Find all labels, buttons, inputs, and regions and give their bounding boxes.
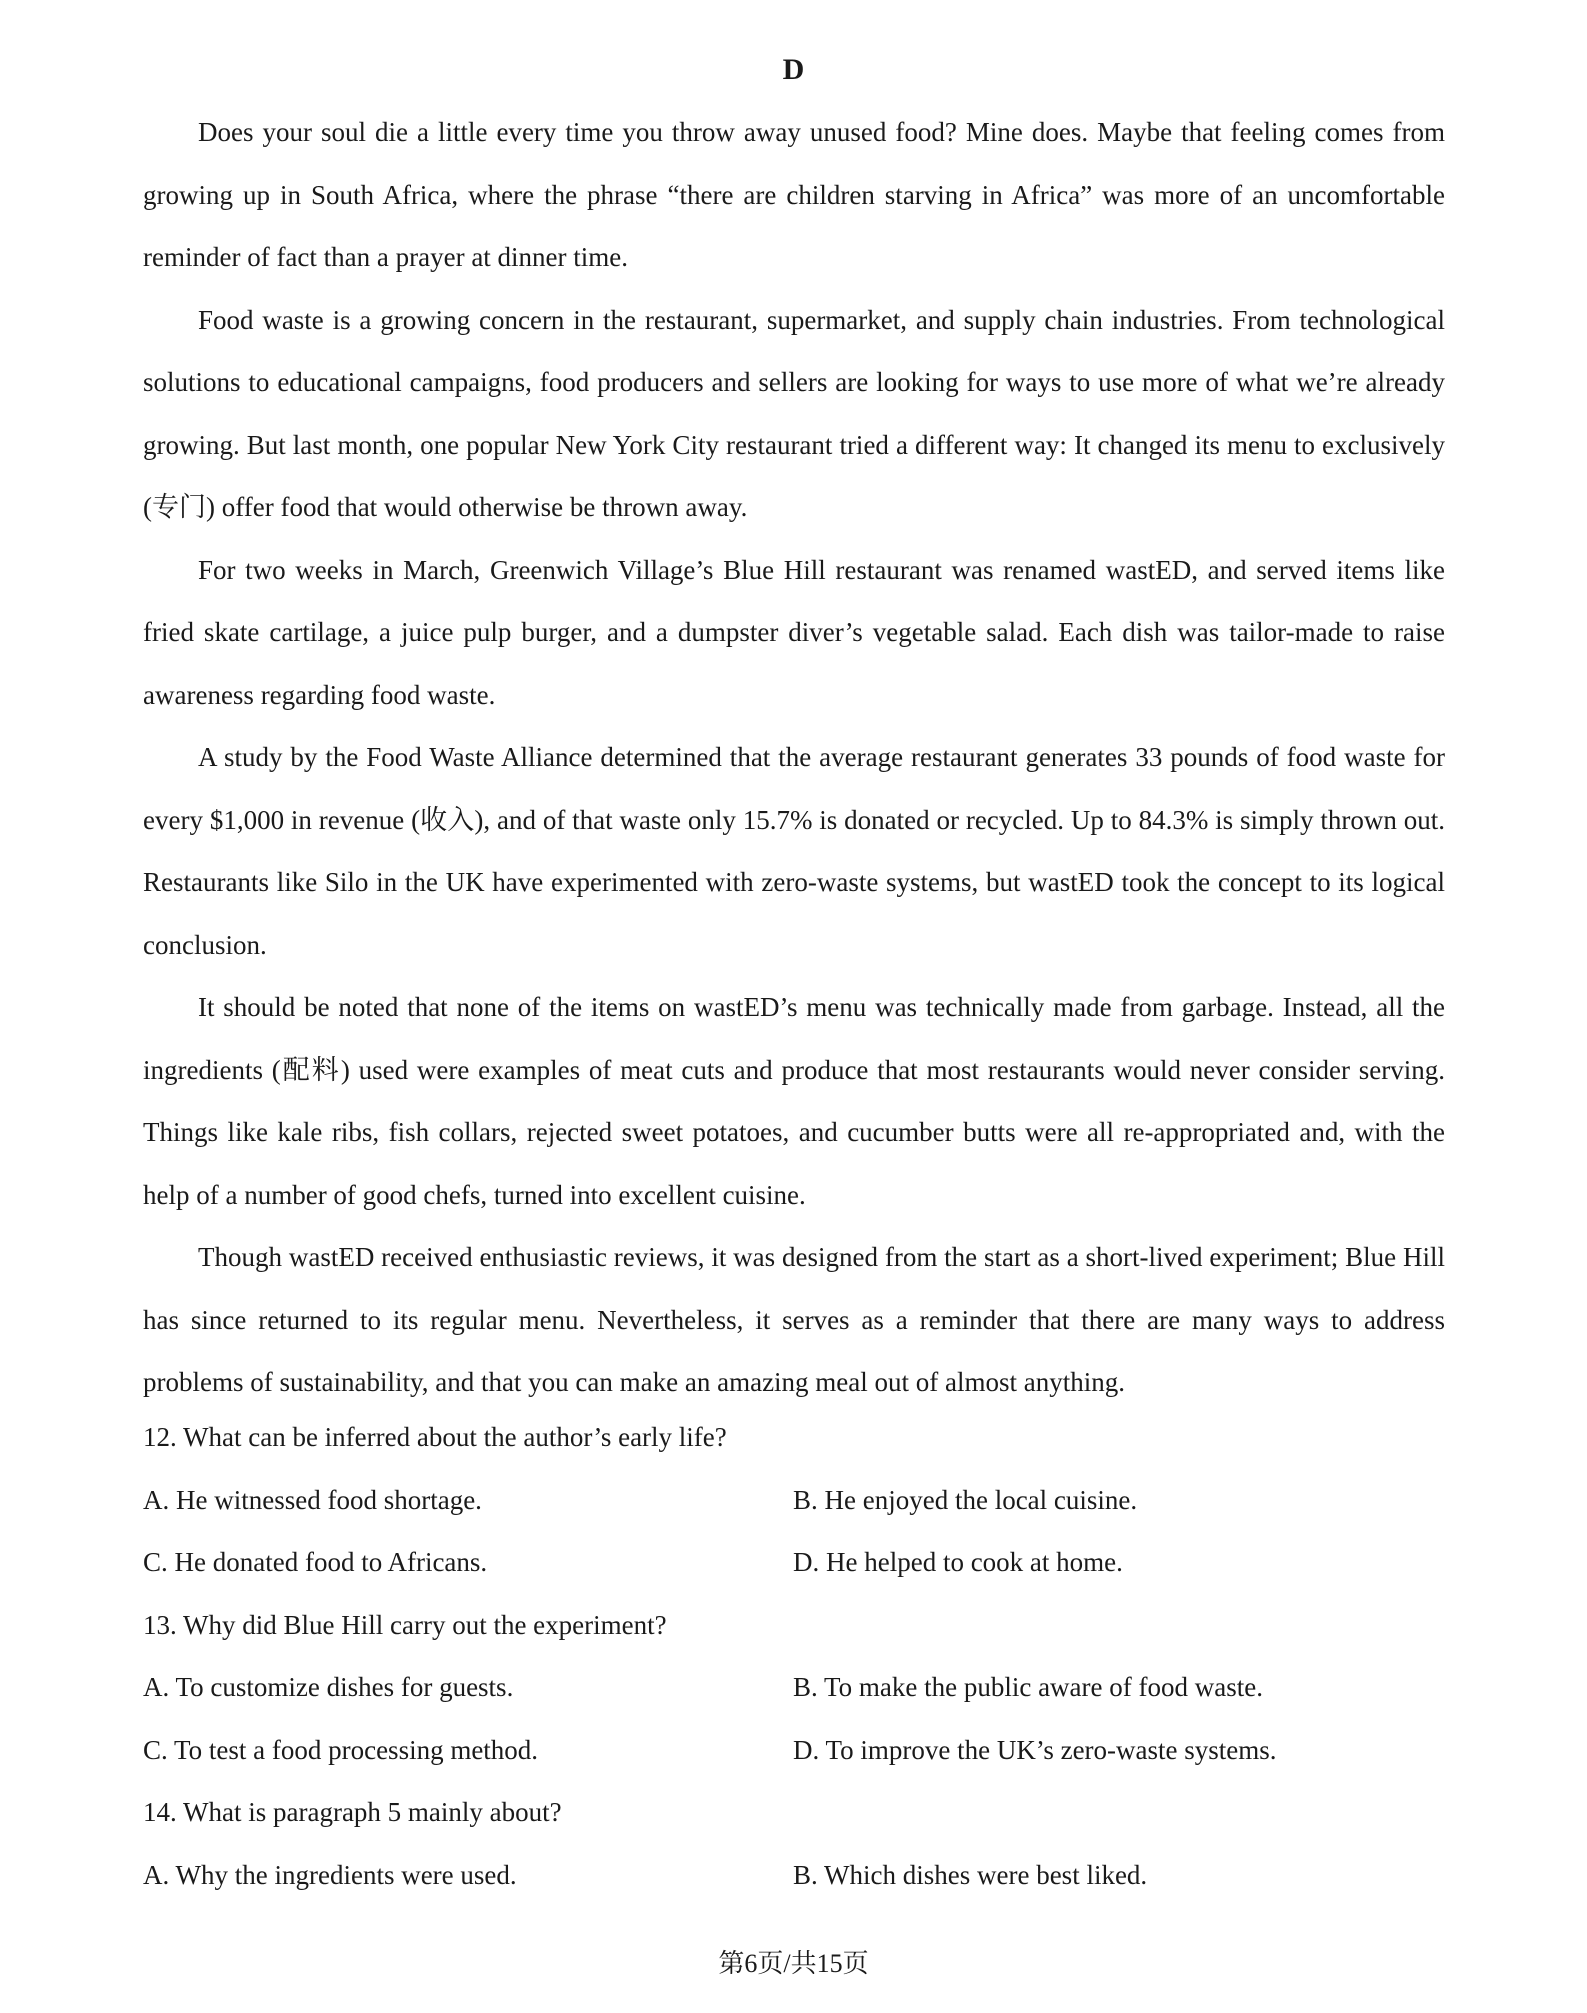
option-b: B. Which dishes were best liked. <box>793 1859 1148 1890</box>
option-c: C. To test a food processing method. <box>143 1734 539 1765</box>
option-c: C. He donated food to Africans. <box>143 1547 488 1577</box>
question-13 <box>143 1594 1445 1782</box>
question-stem: 14. What is paragraph 5 mainly about? <box>143 1797 562 1827</box>
option-b: B. He enjoyed the local cuisine. <box>793 1484 1138 1515</box>
option-row <box>143 1656 1445 1719</box>
option-a: A. To customize dishes for guests. <box>143 1672 514 1702</box>
option-b: B. To make the public aware of food waste. <box>793 1672 1263 1702</box>
question-14 <box>143 1781 1445 1906</box>
option-a: A. He witnessed food shortage. <box>143 1484 482 1515</box>
option-row <box>143 1719 1445 1782</box>
option-row <box>143 1844 1445 1907</box>
question-list <box>143 1406 1445 1906</box>
reading-passage <box>143 101 1445 1414</box>
passage-paragraph-2: Food waste is a growing concern in the restaurant, supermarket, and supply chain industries. From technological solutions to educational campaigns, food producers and sellers are looking for ways to use more of what we’re already growing. But last month, one popular New York City restaurant tried a different way: It changed its menu to exclusively (专门) offer food that would otherwise be thrown away. <box>143 304 1445 522</box>
option-d: D. To improve the UK’s zero-waste systems. <box>793 1734 1277 1765</box>
section-title: D <box>782 53 805 86</box>
question-12 <box>143 1406 1445 1594</box>
option-a: A. Why the ingredients were used. <box>143 1859 517 1890</box>
passage-paragraph-1: Does your soul die a little every time you throw away unused food? Mine does. Maybe that feeling comes from growing up in South Africa, where the phrase “there are children starving in Africa” was more of an uncomfortable reminder of fact than a prayer at dinner time. <box>143 117 1445 272</box>
passage-paragraph-4: A study by the Food Waste Alliance determined that the average restaurant generates 33 pounds of food waste for every $1,000 in revenue (收入), and of that waste only 15.7% is donated or recycled. Up to 84.3% is simply thrown out. Restaurants like Silo in the UK have experimented with zero-waste systems, but wastED took the concept to its logical conclusion. <box>143 742 1445 960</box>
question-stem: 12. What can be inferred about the author’s early life? <box>143 1422 727 1452</box>
passage-paragraph-5: It should be noted that none of the items on wastED’s menu was technically made from garbage. Instead, all the ingredients (配料) used were examples of meat cuts and produce that most restaurants would never consider serving. Things like kale ribs, fish collars, rejected sweet potatoes, and cucumber butts were all re-appropriated and, with the help of a number of good chefs, turned into excellent cuisine. <box>143 992 1445 1210</box>
passage-paragraph-3: For two weeks in March, Greenwich Village’s Blue Hill restaurant was renamed wastED, and served items like fried skate cartilage, a juice pulp burger, and a dumpster diver’s vegetable salad. Each dish was tailor-made to raise awareness regarding food waste. <box>143 554 1445 710</box>
option-row <box>143 1469 1445 1532</box>
option-row <box>143 1531 1445 1594</box>
page-number: 第6页/共15页 <box>718 1949 869 1978</box>
passage-paragraph-6: Though wastED received enthusiastic reviews, it was designed from the start as a short-lived experiment; Blue Hill has since returned to its regular menu. Nevertheless, it serves as a reminder that there are many ways to address problems of sustainability, and that you can make an amazing meal out of almost anything. <box>143 1242 1445 1397</box>
question-stem: 13. Why did Blue Hill carry out the experiment? <box>143 1609 667 1640</box>
option-d: D. He helped to cook at home. <box>793 1547 1123 1577</box>
